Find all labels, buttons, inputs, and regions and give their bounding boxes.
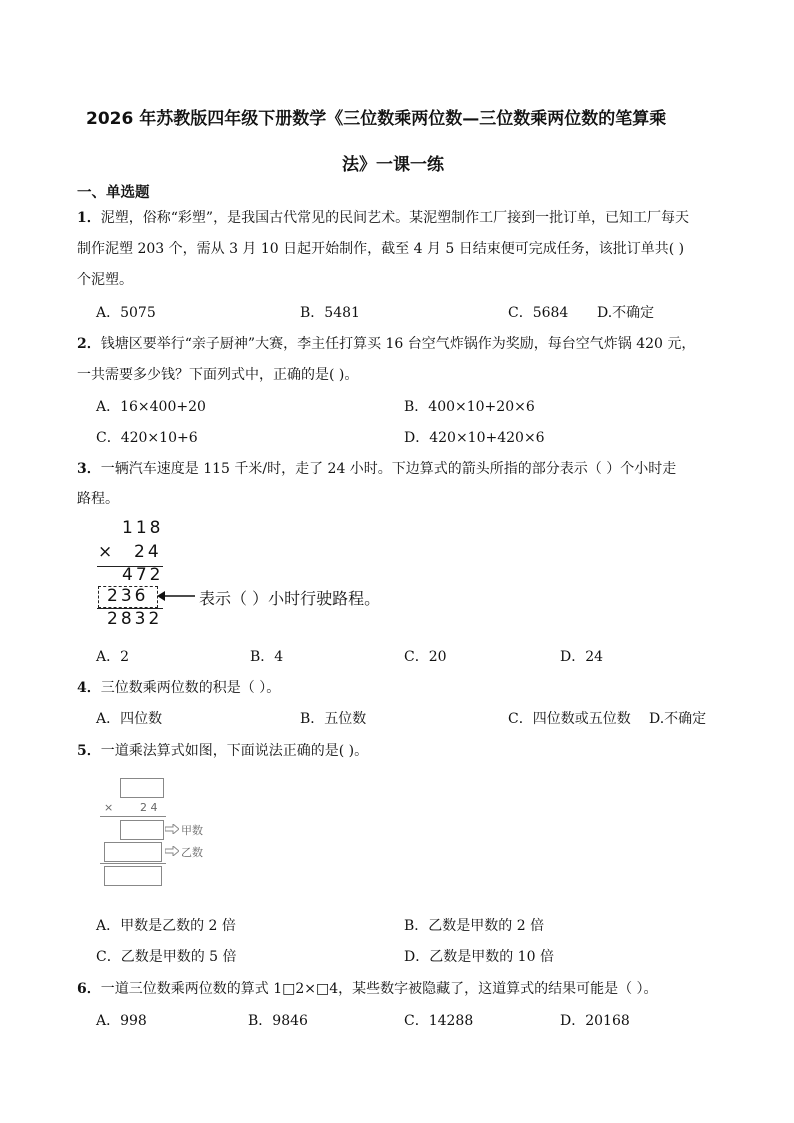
option-d[interactable]: D.不确定 [597,305,655,321]
multiplier: 24 [134,542,162,562]
calc-line [100,816,166,817]
question-number: 3． [77,461,101,477]
question-text: 三位数乘两位数的积是（ ）。 [100,680,281,696]
option-b[interactable]: B．400×10+20×6 [404,399,535,415]
multiplier-digits: 2 4 [140,801,158,814]
option-d[interactable]: D．420×10+420×6 [404,430,545,446]
blank-box-yi [104,842,162,862]
option-b[interactable]: B．乙数是甲数的 2 倍 [404,918,545,934]
option-b[interactable]: B．五位数 [300,711,367,727]
option-c[interactable]: C．14288 [404,1013,474,1029]
page-title-line2: 法》一课一练 [342,155,444,175]
option-c[interactable]: C．四位数或五位数 [508,711,631,727]
blank-box-product [104,866,162,886]
question-2 [77,333,695,353]
label-yi: 乙数 [181,846,203,859]
calc-line [100,863,166,864]
question-5 [77,740,368,760]
question-number: 6． [77,981,101,997]
option-d[interactable]: D．20168 [560,1013,630,1029]
question-1 [77,207,689,227]
arrow-note: 表示（ ）小时行驶路程。 [199,589,381,608]
option-d[interactable]: D．24 [560,649,604,665]
question-number: 4． [77,680,101,696]
option-c[interactable]: C．20 [404,649,447,665]
option-c[interactable]: C．420×10+6 [96,430,198,446]
multiplicand: 118 [122,518,164,538]
question-1-line2: 制作泥塑 203 个，需从 3 月 10 日起开始制作，截至 4 月 5 日结束便可完成任务，该批订单共( ) [77,241,685,257]
question-4 [77,677,280,697]
question-2-line2: 一共需要多少钱？下面列式中，正确的是( )。 [77,367,359,383]
times-sign: × [98,542,116,562]
arrow-left-icon [157,588,197,604]
question-text: 泥塑，俗称“彩塑”，是我国古代常见的民间艺术。某泥塑制作工厂接到一批订单，已知工厂每天 [100,210,690,226]
option-c[interactable]: C．5684 [508,305,569,321]
final-product: 2832 [107,609,163,629]
question-1-line3: 个泥塑。 [77,272,133,288]
option-b[interactable]: B．4 [250,649,284,665]
question-3 [77,458,676,478]
section-heading: 一、单选题 [77,185,150,201]
arrow-right-icon [165,824,179,834]
blank-box-multiplicand [120,778,164,798]
times-sign: × [104,801,114,814]
blank-box-jia [120,820,164,840]
option-a[interactable]: A．四位数 [96,711,163,727]
question-number: 5． [77,743,101,759]
question-number: 1． [77,210,101,226]
option-a[interactable]: A．2 [96,649,130,665]
question-text: 一道三位数乘两位数的算式 1□2×□4，某些数字被隐藏了，这道算式的结果可能是（ ）。 [100,981,658,997]
label-jia: 甲数 [181,824,203,837]
partial-product-1: 472 [122,565,164,585]
question-6 [77,978,658,998]
question-text: 一道乘法算式如图，下面说法正确的是( )。 [100,743,369,759]
page-title-line1: 2026 年苏教版四年级下册数学《三位数乘两位数—三位数乘两位数的笔算乘 [86,109,667,129]
option-b[interactable]: B．9846 [248,1013,308,1029]
option-b[interactable]: B．5481 [300,305,360,321]
option-c[interactable]: C．乙数是甲数的 5 倍 [96,949,237,965]
partial-product-2: 236 [107,586,149,606]
option-a[interactable]: A．甲数是乙数的 2 倍 [96,918,236,934]
question-number: 2． [77,336,101,352]
option-d[interactable]: D.不确定 [649,711,707,727]
question-3-line2: 路程。 [77,491,119,507]
option-a[interactable]: A．5075 [96,305,156,321]
option-d[interactable]: D．乙数是甲数的 10 倍 [404,949,554,965]
arrow-right-icon [165,846,179,856]
question-text: 一辆汽车速度是 115 千米/时，走了 24 小时。下边算式的箭头所指的部分表示（ ）个小时走 [100,461,677,477]
question-text: 钱塘区要举行“亲子厨神”大赛，李主任打算买 16 台空气炸锅作为奖励，每台空气炸锅 420 元， [100,336,696,352]
option-a[interactable]: A．998 [96,1013,147,1029]
option-a[interactable]: A．16×400+20 [96,399,206,415]
